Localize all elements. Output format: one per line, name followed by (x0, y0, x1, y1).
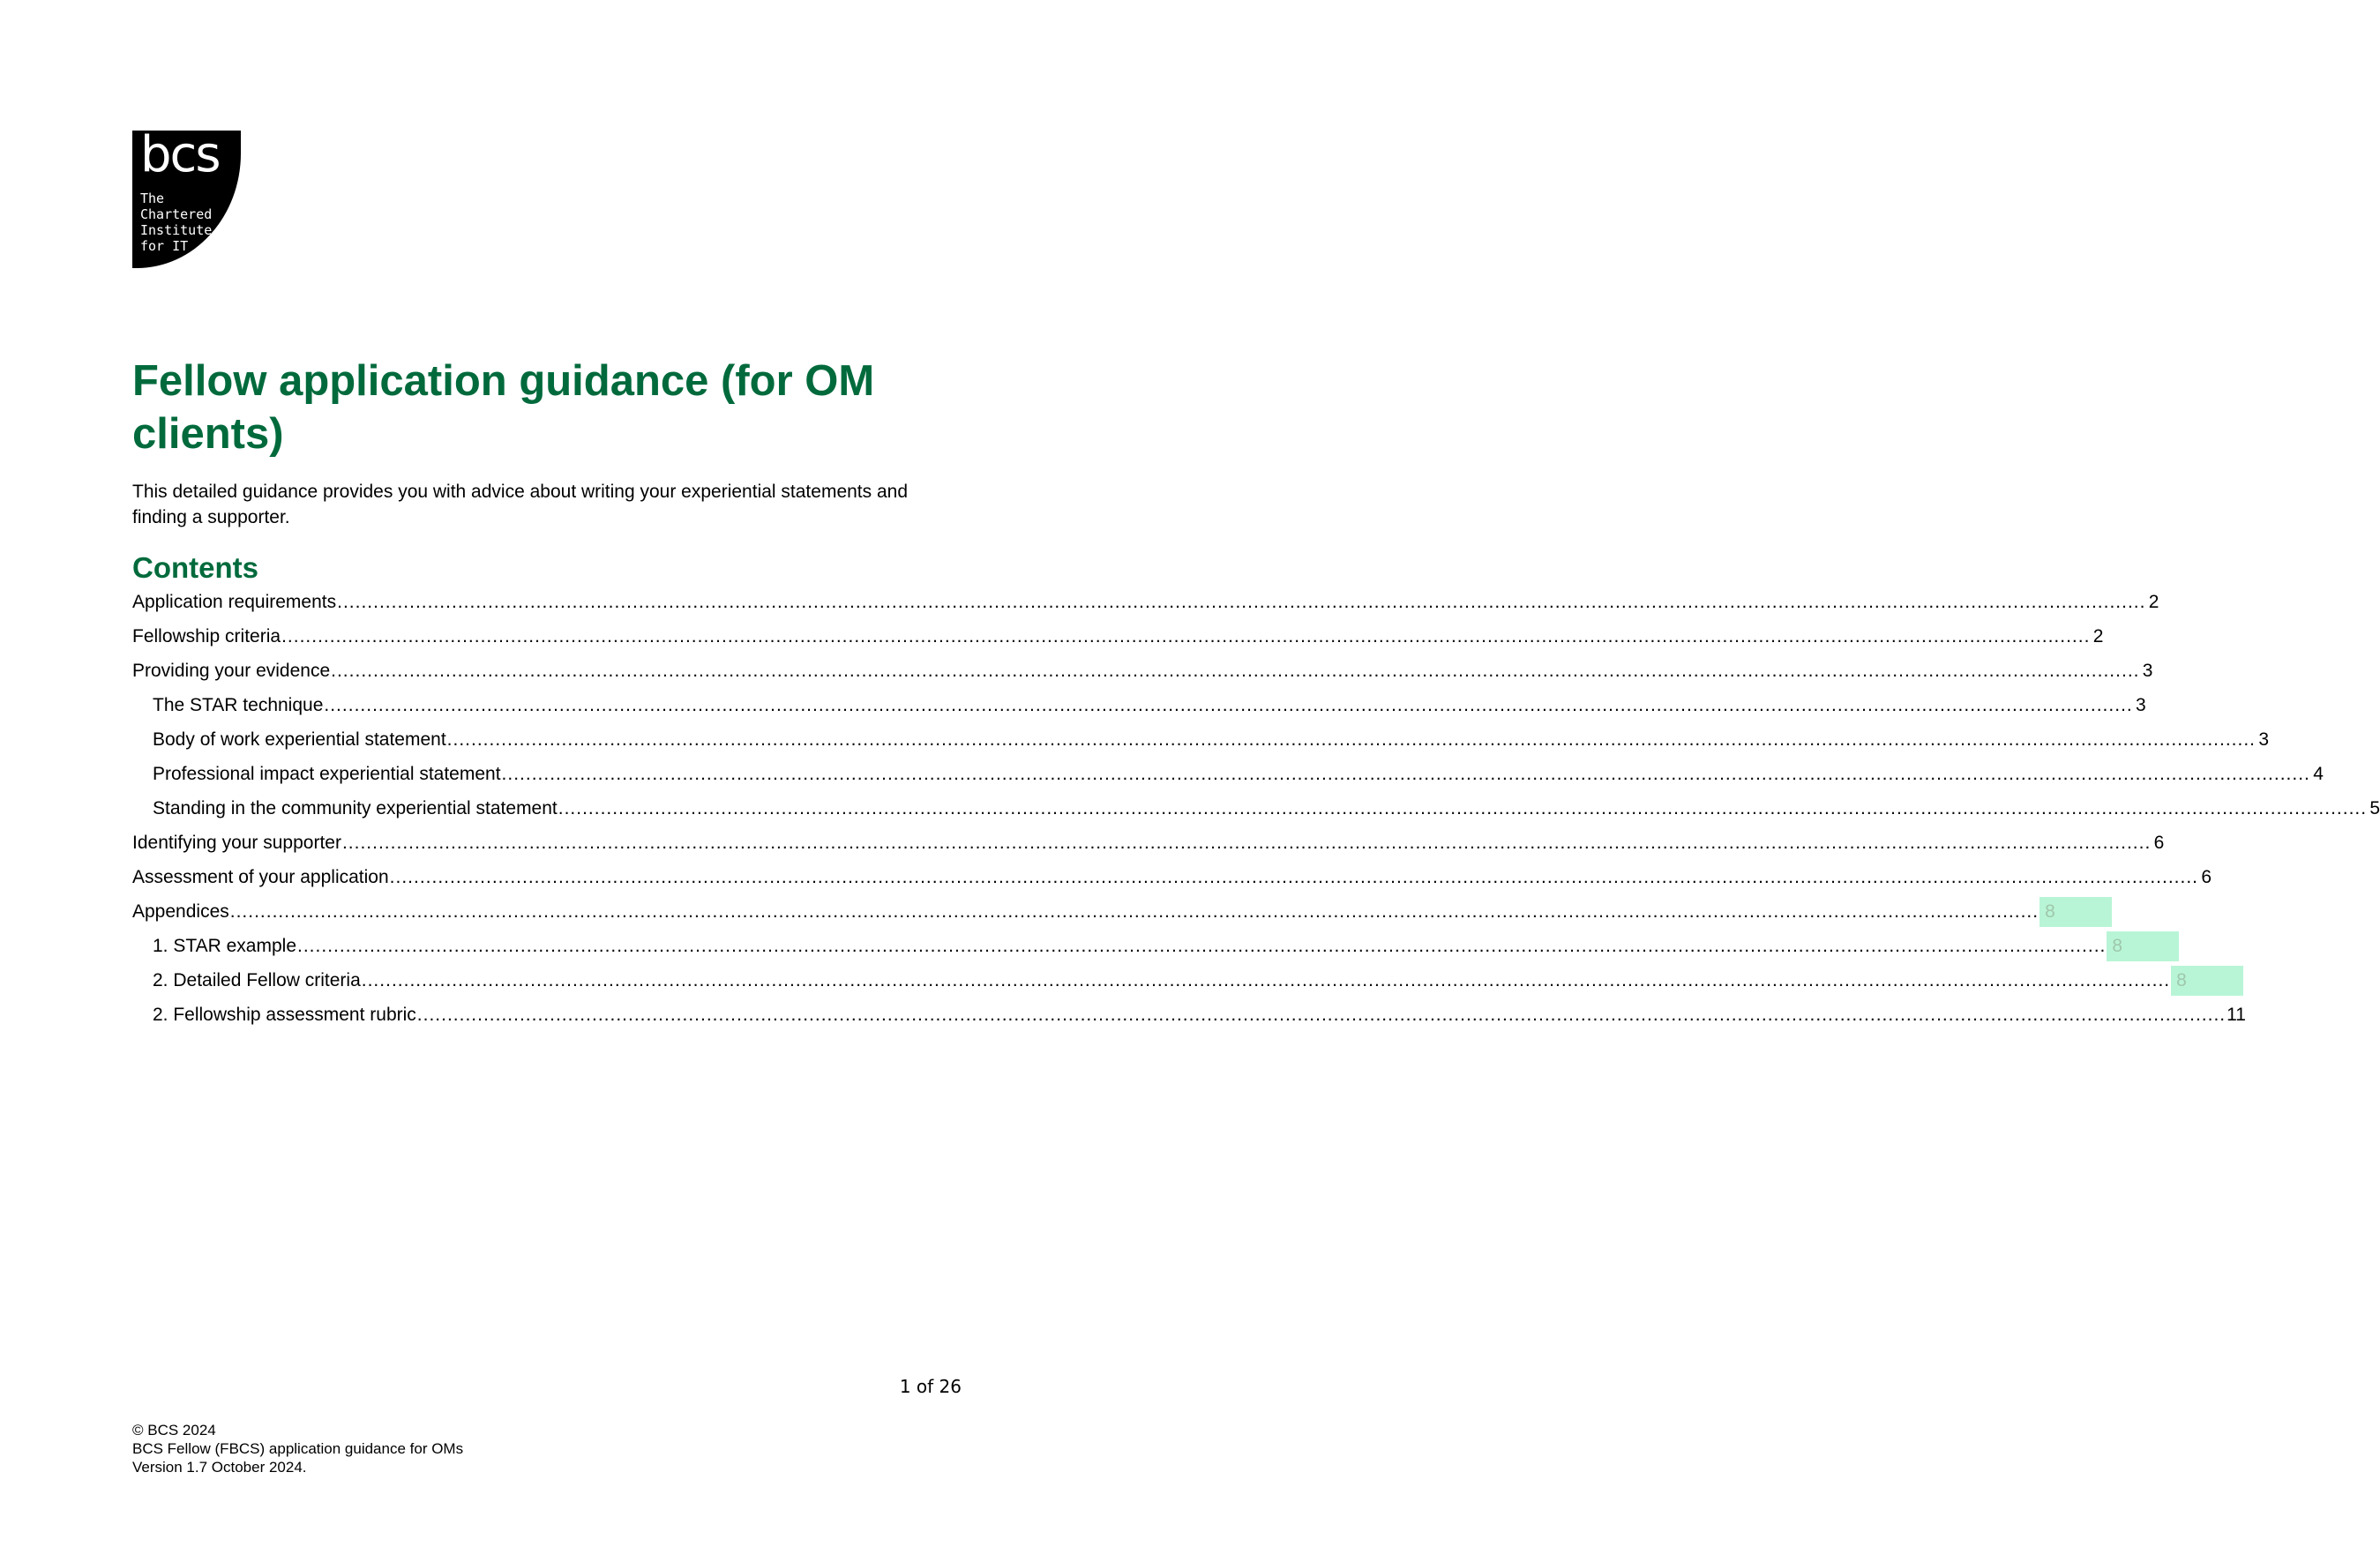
toc-entry-label: Application requirements (132, 591, 337, 612)
toc-leader-dots: ............................................................................................................................................................................................................................................................................................................ (324, 694, 2133, 715)
logo-tagline-line: The (140, 191, 165, 206)
toc-entry-page: 3 (2142, 660, 2153, 681)
toc-leader-dots: ............................................................................................................................................................................................................................................................................................................ (331, 660, 2140, 681)
toc-entry[interactable] (132, 963, 2187, 998)
toc-entry-label: 1. STAR example (153, 935, 297, 956)
toc-entry-page: 8 (2107, 931, 2179, 961)
toc-entry-label: Appendices (132, 901, 229, 922)
toc-entry[interactable] (132, 998, 2246, 1032)
toc-entry-label: The STAR technique (153, 694, 324, 715)
footer-doc-title: BCS Fellow (FBCS) application guidance for OMs (132, 1440, 464, 1457)
toc-leader-dots: ............................................................................................................................................................................................................................................................................................................ (341, 832, 2152, 853)
table-of-contents (132, 585, 2380, 1032)
toc-entry-label: Professional impact experiential statement (153, 763, 501, 784)
document-title: Fellow application guidance (for OM clients) (132, 357, 875, 458)
toc-leader-dots: ............................................................................................................................................................................................................................................................................................................ (416, 1004, 2227, 1025)
toc-entry-page: 4 (2313, 763, 2324, 784)
toc-leader-dots: ............................................................................................................................................................................................................................................................................................................ (389, 866, 2198, 887)
toc-leader-dots: ............................................................................................................................................................................................................................................................................................................ (297, 935, 2107, 956)
bcs-logo (132, 126, 241, 268)
footer (132, 1421, 463, 1476)
toc-entry-label: Identifying your supporter (132, 832, 341, 853)
toc-leader-dots: ............................................................................................................................................................................................................................................................................................................ (337, 591, 2146, 612)
logo-tagline-line: Institute (140, 222, 213, 238)
toc-entry-page: 2 (2092, 625, 2104, 646)
toc-entry-page: 3 (2258, 729, 2270, 750)
toc-entry-page: 6 (2153, 832, 2165, 853)
toc-entry[interactable] (132, 860, 2212, 894)
toc-entry-label: Providing your evidence (132, 660, 331, 681)
toc-entry[interactable] (132, 722, 2270, 757)
page-number: 1 of 26 (899, 1376, 962, 1397)
toc-entry-page: 5 (2369, 797, 2380, 818)
toc-entry[interactable] (132, 654, 2153, 688)
toc-entry-label: 2. Fellowship assessment rubric (153, 1004, 416, 1025)
toc-leader-dots: ............................................................................................................................................................................................................................................................................................................ (361, 969, 2171, 990)
toc-entry[interactable] (132, 619, 2104, 654)
toc-entry-page: 6 (2201, 866, 2212, 887)
footer-copyright: © BCS 2024 (132, 1422, 216, 1439)
toc-entry-label: Body of work experiential statement (153, 729, 446, 750)
toc-entry-page: 8 (2039, 897, 2112, 927)
toc-leader-dots: ............................................................................................................................................................................................................................................................................................................ (281, 625, 2091, 646)
toc-leader-dots: ............................................................................................................................................................................................................................................................................................................ (229, 901, 2039, 922)
logo-tagline-line: Chartered (140, 206, 213, 222)
logo-tagline-line: for IT (140, 238, 189, 254)
toc-entry[interactable] (132, 894, 2055, 929)
toc-entry[interactable] (132, 791, 2380, 826)
toc-entry[interactable] (132, 826, 2165, 860)
footer-version: Version 1.7 October 2024. (132, 1459, 307, 1476)
intro-paragraph: This detailed guidance provides you with advice about writing your experiential statements and finding a supporter. (132, 482, 909, 527)
toc-leader-dots: ............................................................................................................................................................................................................................................................................................................ (446, 729, 2257, 750)
toc-entry-label: Assessment of your application (132, 866, 389, 887)
toc-leader-dots: ............................................................................................................................................................................................................................................................................................................ (501, 763, 2310, 784)
contents-heading: Contents (132, 551, 258, 584)
toc-entry-label: Standing in the community experiential statement (153, 797, 558, 818)
toc-entry-page: 8 (2171, 966, 2243, 996)
toc-leader-dots: ............................................................................................................................................................................................................................................................................................................ (558, 797, 2368, 818)
toc-entry-label: Fellowship criteria (132, 625, 281, 646)
toc-entry-page: 3 (2136, 694, 2146, 715)
toc-entry[interactable] (132, 585, 2159, 619)
toc-entry[interactable] (132, 929, 2123, 963)
toc-entry-page: 2 (2148, 591, 2159, 612)
toc-entry-label: 2. Detailed Fellow criteria (153, 969, 361, 990)
toc-entry[interactable] (132, 757, 2324, 791)
toc-entry-page: 11 (2227, 1004, 2246, 1025)
logo-tagline (140, 191, 212, 254)
logo-mark: bcs (140, 126, 220, 183)
toc-entry[interactable] (132, 688, 2146, 722)
